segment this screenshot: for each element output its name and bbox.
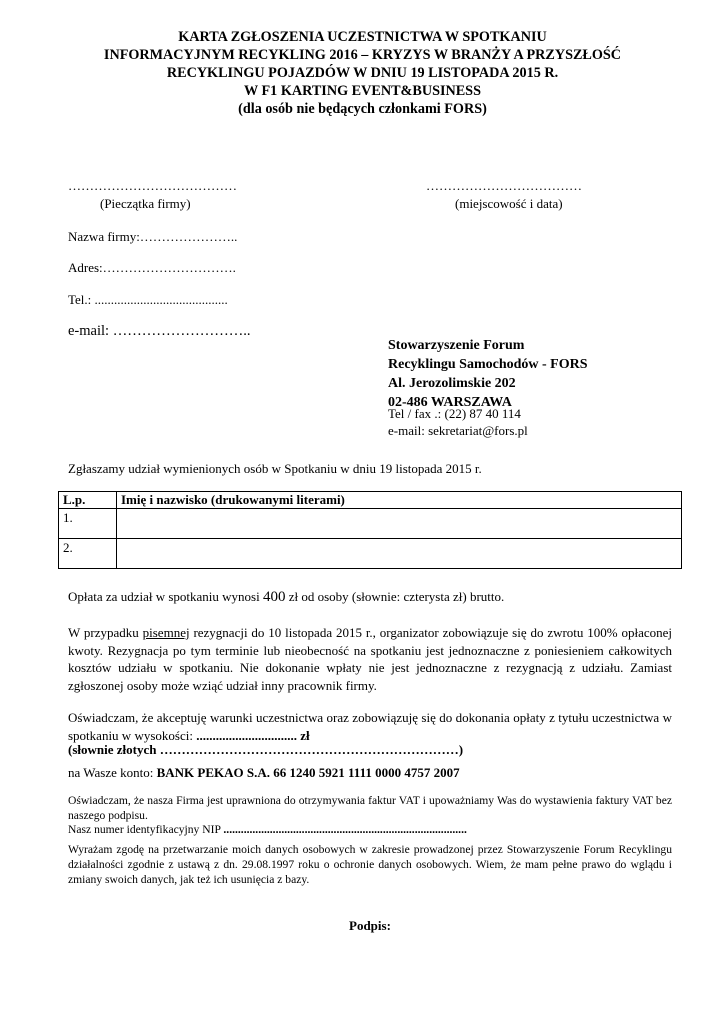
- address-field[interactable]: Adres:………………………….: [68, 260, 236, 275]
- fee-after: zł od osoby (słownie: czterysta zł) brutto.: [285, 589, 505, 604]
- declaration: [68, 709, 672, 744]
- recipient-line-4: 02-486 WARSZAWA: [388, 395, 512, 410]
- stamp-label: (Pieczątka firmy): [100, 196, 191, 211]
- form-title: [40, 28, 685, 118]
- phone-field[interactable]: Tel.: .........................................: [68, 292, 228, 307]
- recipient-email: e-mail: sekretariat@fors.pl: [388, 423, 528, 438]
- title-line-3: RECYKLINGU POJAZDÓW W DNIU 19 LISTOPADA 2015 R.: [166, 65, 559, 81]
- cancel-before: W przypadku: [68, 625, 143, 640]
- header-name: Imię i nazwisko (drukowanymi literami): [117, 492, 682, 509]
- declaration-text: Oświadczam, że akceptuję warunki uczestnictwa oraz zobowiązuję się do dokonania opłaty z tytułu uczestnictwa w spotkaniu w wysokości:: [68, 710, 672, 743]
- fee-before: Opłata za udział w spotkaniu wynosi: [68, 589, 263, 604]
- participants-table: [58, 491, 682, 569]
- recipient-line-1: Stowarzyszenie Forum: [388, 338, 525, 353]
- title-line-5: (dla osób nie będących członkami FORS): [238, 101, 487, 117]
- vat-declaration: Oświadczam, że nasza Firma jest uprawniona do otrzymywania faktur VAT i upoważniamy Was do wystawienia faktury VAT bez naszego podpisu.: [68, 794, 672, 822]
- declaration-amount[interactable]: ............................... zł: [196, 727, 310, 743]
- table-header-row: [59, 492, 682, 509]
- company-name-field[interactable]: Nazwa firmy:…………………..: [68, 229, 238, 244]
- recipient-line-2: Recyklingu Samochodów - FORS: [388, 357, 588, 372]
- title-line-1: KARTA ZGŁOSZENIA UCZESTNICTWA W SPOTKANIU: [178, 29, 547, 45]
- row-2-lp: 2.: [59, 539, 117, 569]
- recipient-line-3: Al. Jerozolimskie 202: [388, 376, 516, 391]
- recipient-address: [388, 336, 588, 412]
- row-2-name-cell[interactable]: [117, 539, 682, 569]
- row-1-name-cell[interactable]: [117, 509, 682, 539]
- bank-account: [68, 765, 460, 781]
- title-line-4: W F1 KARTING EVENT&BUSINESS: [244, 83, 481, 99]
- title-line-2: INFORMACYJNYM RECYKLING 2016 – KRYZYS W BRANŻY A PRZYSZŁOŚĆ: [103, 47, 622, 63]
- nip-field[interactable]: ....................................................................................: [223, 823, 467, 836]
- header-lp: L.p.: [59, 492, 117, 509]
- place-date-dots: ………………………………: [426, 178, 582, 193]
- row-1-lp: 1.: [59, 509, 117, 539]
- table-row: [59, 539, 682, 569]
- recipient-phone: Tel / fax .: (22) 87 40 114: [388, 406, 521, 421]
- account-label: na Wasze konto:: [68, 765, 157, 780]
- fee-amount: 400: [262, 589, 286, 605]
- email-field[interactable]: e-mail: ………………………..: [68, 323, 251, 339]
- intro-text: Zgłaszamy udział wymienionych osób w Spotkaniu w dniu 19 listopada 2015 r.: [68, 461, 482, 476]
- place-date-label: (miejscowość i data): [455, 196, 563, 211]
- data-consent: Wyrażam zgodę na przetwarzanie moich danych osobowych w zakresie prowadzonej przez Stowarzyszenie Forum Recyklingu działalności zgodnie z ustawą z dn. 29.08.1997 roku o ochronie danych osobowych. Wiem, że mam pełne prawo do wglądu i zmiany swoich danych, jak też ich usunięcia z bazy.: [68, 843, 672, 886]
- stamp-dots: …………………………………: [68, 178, 237, 193]
- nip-line: [68, 822, 467, 837]
- nip-label: Nasz numer identyfikacyjny NIP: [68, 823, 224, 836]
- cancellation-policy: [68, 624, 672, 694]
- amount-in-words[interactable]: (słownie złotych ……………………………………………………………): [68, 742, 464, 757]
- cancel-underlined: pisemnej: [142, 625, 190, 640]
- cancel-after: rezygnacji do 10 listopada 2015 r., organizator zobowiązuje się do zwrotu 100% opłaconej kwoty. Rezygnacja po tym terminie lub nieobecność na spotkaniu jest jednoznaczne z poniesieniem całkowitych kosztów udziału w spotkaniu. Nie dokonanie wpłaty nie jest jednoznaczne z rezygnacją z udziału. Zamiast zgłoszonej osoby może wziąć udział inny pracownik firmy.: [68, 625, 673, 693]
- fee-text: [68, 589, 504, 605]
- signature-label: Podpis:: [349, 918, 391, 933]
- table-row: [59, 509, 682, 539]
- account-value: BANK PEKAO S.A. 66 1240 5921 1111 0000 4757 2007: [156, 765, 460, 780]
